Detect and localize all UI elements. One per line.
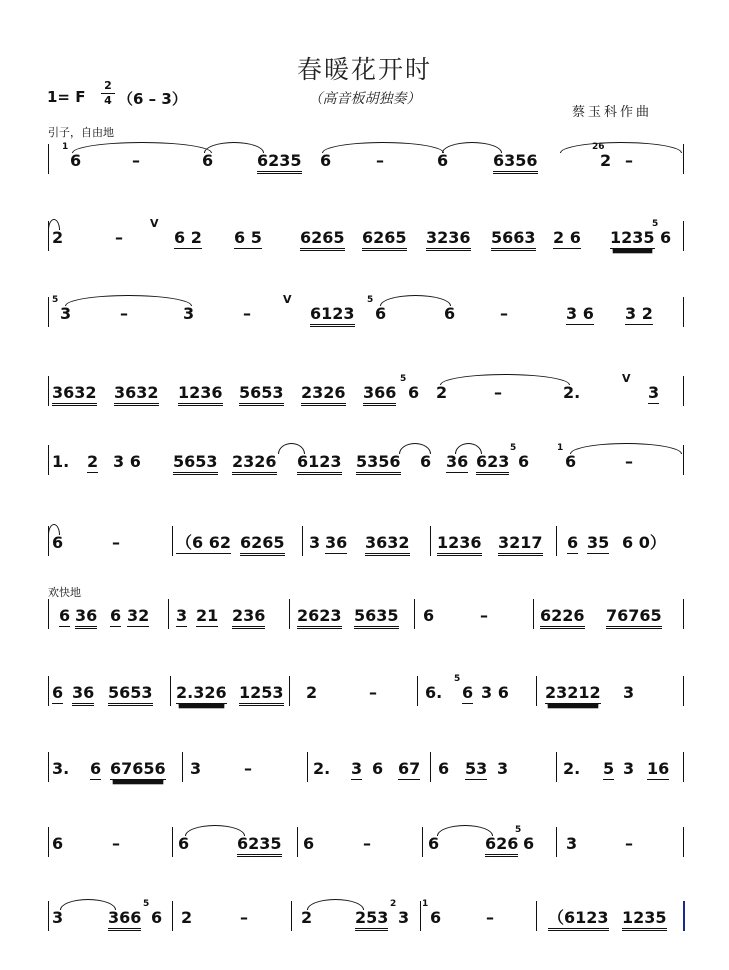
note-group: 3217 (498, 533, 543, 556)
bar-line (683, 827, 684, 857)
tie-slur (72, 142, 212, 153)
tie-slur (185, 825, 245, 836)
bar-line (683, 376, 684, 406)
note-group: 6 5 (234, 228, 262, 247)
bar-line (683, 752, 684, 782)
note-group: 236 (232, 606, 265, 629)
grace-note: 1 (62, 142, 69, 152)
grace-note: 5 (454, 674, 461, 684)
note-group: 6 (444, 304, 456, 323)
notation-row (0, 293, 729, 339)
note-group: 67 (398, 759, 421, 778)
breath-mark: V (622, 372, 631, 385)
note-group: 6 (110, 606, 122, 625)
dash-extension: – (243, 304, 251, 323)
bar-line (48, 901, 49, 931)
note-group: 6 (375, 304, 387, 323)
dash-extension: – (500, 304, 508, 323)
bar-line (536, 901, 537, 931)
grace-note: 2 (390, 899, 397, 909)
bar-line (414, 599, 415, 629)
grace-note: 5 (652, 219, 659, 229)
note-group: 6 (303, 834, 315, 853)
bar-line (556, 526, 557, 556)
note-group: 32 (127, 606, 150, 625)
bar-line (48, 445, 49, 475)
key-signature: 1= F (47, 88, 86, 106)
note-group: 6 (202, 151, 214, 170)
dash-extension: – (625, 151, 633, 170)
note-group: 6 (423, 606, 435, 625)
note-group: 1. (52, 452, 70, 471)
note-group: 3. (52, 759, 70, 778)
dash-extension: – (486, 908, 494, 927)
note-group: 3 (183, 304, 195, 323)
dash-extension: – (625, 834, 633, 853)
note-group: 6226 (540, 606, 585, 629)
bar-line (172, 526, 173, 556)
bar-line (420, 901, 421, 931)
note-group: 3 (566, 834, 578, 853)
note-group: 23212 (545, 683, 601, 702)
bar-line (48, 827, 49, 857)
notation-row (0, 372, 729, 418)
bar-line (291, 901, 292, 931)
note-group: 623 (476, 452, 509, 475)
note-group: 3632 (52, 383, 97, 406)
note-group: 2326 (301, 383, 346, 406)
note-group: 2 (301, 908, 313, 927)
composer-credit: 蔡玉科作曲 (572, 105, 653, 120)
bar-line (556, 827, 557, 857)
note-group: 6265 (362, 228, 407, 251)
note-group: 36 (72, 683, 94, 706)
note-group: 36 (325, 533, 348, 552)
tie-slur (560, 142, 682, 153)
grace-note: 5 (367, 295, 374, 305)
note-group: 6 (420, 452, 432, 471)
note-group: 16 (647, 759, 670, 778)
note-group: 6123 (297, 452, 342, 475)
note-group: 6 (52, 533, 64, 552)
dash-extension: – (494, 383, 502, 402)
note-group: 3 (398, 908, 410, 927)
note-group: 2 6 (553, 228, 581, 247)
dash-extension: – (240, 908, 248, 927)
note-group: 366 (363, 383, 396, 406)
score-title: 春暖花开时 (296, 55, 432, 84)
note-group: 3 (497, 759, 509, 778)
note-group: 2 (436, 383, 448, 402)
note-group: 1236 (178, 383, 223, 406)
note-group: 5653 (173, 452, 218, 475)
note-group: 6 (437, 151, 449, 170)
note-group: 21 (196, 606, 219, 625)
note-group: （6 62 (176, 533, 231, 552)
note-group: 3 (60, 304, 72, 323)
bar-line (683, 599, 684, 629)
notation-row (0, 140, 729, 186)
dash-extension: – (480, 606, 488, 625)
note-group: 6 0） (622, 533, 666, 552)
tempo-mark-intro: 引子，自由地 (48, 126, 114, 139)
bar-line (683, 676, 684, 706)
note-group: 6235 (257, 151, 302, 174)
note-group: 2.326 (176, 683, 227, 702)
bar-line (556, 752, 557, 782)
grace-note: 26 (592, 142, 605, 152)
notation-row (0, 595, 729, 641)
note-group: 5653 (239, 383, 284, 406)
time-signature (101, 80, 115, 107)
note-group: 5663 (491, 228, 536, 251)
bar-line (289, 676, 290, 706)
note-group: 6 (320, 151, 332, 170)
note-group: 6 (462, 683, 474, 702)
breath-mark: V (150, 217, 159, 230)
note-group: 1235 (610, 228, 655, 247)
note-group: 6 (52, 834, 64, 853)
notation-row (0, 823, 729, 869)
note-group: 2 (600, 151, 612, 170)
dash-extension: – (132, 151, 140, 170)
note-group: 2. (563, 383, 581, 402)
notation-row (0, 672, 729, 718)
bar-line (48, 376, 49, 406)
note-group: 6 (518, 452, 530, 471)
dash-extension: – (363, 834, 371, 853)
note-group: 5635 (354, 606, 399, 629)
note-group: 1253 (239, 683, 284, 706)
note-group: 253 (355, 908, 388, 931)
dash-extension: – (112, 834, 120, 853)
note-group: 6 (438, 759, 450, 778)
note-group: 3 (309, 533, 321, 552)
bar-line (172, 827, 173, 857)
grace-note: 1 (422, 899, 429, 909)
note-group: 6 (567, 533, 579, 552)
note-group: 1236 (437, 533, 482, 556)
note-group: 36 (446, 452, 469, 471)
note-group: 626 (485, 834, 518, 857)
note-group: 2 (306, 683, 318, 702)
note-group: 3 (176, 606, 188, 625)
note-group: 3 (623, 759, 635, 778)
note-group: 2623 (297, 606, 342, 629)
tie-slur (440, 374, 570, 385)
dash-extension: – (112, 533, 120, 552)
bar-line (683, 221, 684, 251)
bar-line (48, 297, 49, 327)
notation-row (0, 217, 729, 263)
bar-line (289, 599, 290, 629)
bar-line (48, 752, 49, 782)
note-group: 3 6 (481, 683, 509, 702)
notation-row (0, 441, 729, 487)
dash-extension: – (625, 452, 633, 471)
note-group: 3 (351, 759, 363, 778)
bar-line (182, 752, 183, 782)
note-group: 6. (425, 683, 443, 702)
pitch-range: （6 – 3） (118, 90, 187, 108)
note-group: 5653 (108, 683, 153, 706)
note-group: 6 (428, 834, 440, 853)
note-group: 2. (313, 759, 331, 778)
grace-note: 5 (52, 295, 59, 305)
note-group: 6 (372, 759, 384, 778)
bar-line (297, 827, 298, 857)
note-group: 6 (70, 151, 82, 170)
note-group: 3 6 (113, 452, 141, 471)
notation-row (0, 897, 729, 943)
note-group: 6 (178, 834, 190, 853)
bar-line (170, 676, 171, 706)
note-group: 366 (108, 908, 141, 931)
bar-line (533, 599, 534, 629)
grace-note: 5 (400, 374, 407, 384)
bar-line (302, 526, 303, 556)
bar-line (683, 297, 684, 327)
note-group: 2 (52, 228, 64, 247)
note-group: 6 (52, 683, 64, 702)
bar-line (683, 445, 684, 475)
note-group: 3 (648, 383, 660, 402)
breath-mark: V (283, 293, 292, 306)
time-signature-top: 2 (104, 79, 112, 92)
grace-note: 1 (557, 443, 564, 453)
dash-extension: – (120, 304, 128, 323)
score-subtitle: （高音板胡独奏） (308, 91, 421, 107)
note-group: 2 (181, 908, 193, 927)
bar-line (307, 752, 308, 782)
bar-line (48, 144, 49, 174)
bar-line (536, 676, 537, 706)
note-group: 6 2 (174, 228, 202, 247)
note-group: 6265 (240, 533, 285, 556)
dash-extension: – (376, 151, 384, 170)
note-group: 3236 (426, 228, 471, 251)
note-group: 3632 (365, 533, 410, 556)
note-group: 6356 (493, 151, 538, 174)
note-group: 76765 (606, 606, 662, 629)
bar-line (683, 144, 684, 174)
dash-extension: – (115, 228, 123, 247)
notation-row (0, 748, 729, 794)
note-group: 6 (430, 908, 442, 927)
note-group: 3 6 (566, 304, 594, 323)
bar-line (422, 827, 423, 857)
note-group: 35 (587, 533, 610, 552)
bar-line (48, 676, 49, 706)
note-group: 6235 (237, 834, 282, 857)
bar-line (430, 526, 431, 556)
bar-line (168, 599, 169, 629)
note-group: 6 (660, 228, 672, 247)
note-group: 6 (59, 606, 71, 625)
note-group: 6 (565, 452, 577, 471)
note-group: 3 2 (625, 304, 653, 323)
tie-slur (380, 295, 451, 306)
note-group: 5 (603, 759, 615, 778)
note-group: 2. (563, 759, 581, 778)
note-group: 67656 (110, 759, 166, 778)
note-group: 1235 (622, 908, 667, 931)
grace-note: 5 (510, 443, 517, 453)
bar-line (430, 752, 431, 782)
note-group: 6265 (300, 228, 345, 251)
note-group: 6123 (310, 304, 355, 327)
note-group: 2326 (232, 452, 277, 475)
bar-line (48, 599, 49, 629)
note-group: 6 (90, 759, 102, 778)
note-group: 6 (408, 383, 420, 402)
bar-line (417, 676, 418, 706)
tempo-mark-lively: 欢快地 (48, 586, 81, 599)
dash-extension: – (369, 683, 377, 702)
note-group: 36 (75, 606, 97, 629)
note-group: 53 (465, 759, 488, 778)
note-group: 2 (87, 452, 99, 471)
bar-line-end (683, 901, 685, 931)
note-group: 6 (151, 908, 163, 927)
note-group: （6123 (548, 908, 609, 931)
note-group: 6 (523, 834, 535, 853)
bar-line (172, 901, 173, 931)
time-signature-bottom: 4 (104, 94, 112, 107)
note-group: 5356 (356, 452, 401, 475)
grace-note: 5 (143, 899, 150, 909)
grace-note: 5 (515, 825, 522, 835)
note-group: 3632 (114, 383, 159, 406)
note-group: 3 (623, 683, 635, 702)
dash-extension: – (244, 759, 252, 778)
tie-slur (65, 295, 192, 306)
note-group: 3 (190, 759, 202, 778)
note-group: 3 (52, 908, 64, 927)
notation-row (0, 522, 729, 568)
